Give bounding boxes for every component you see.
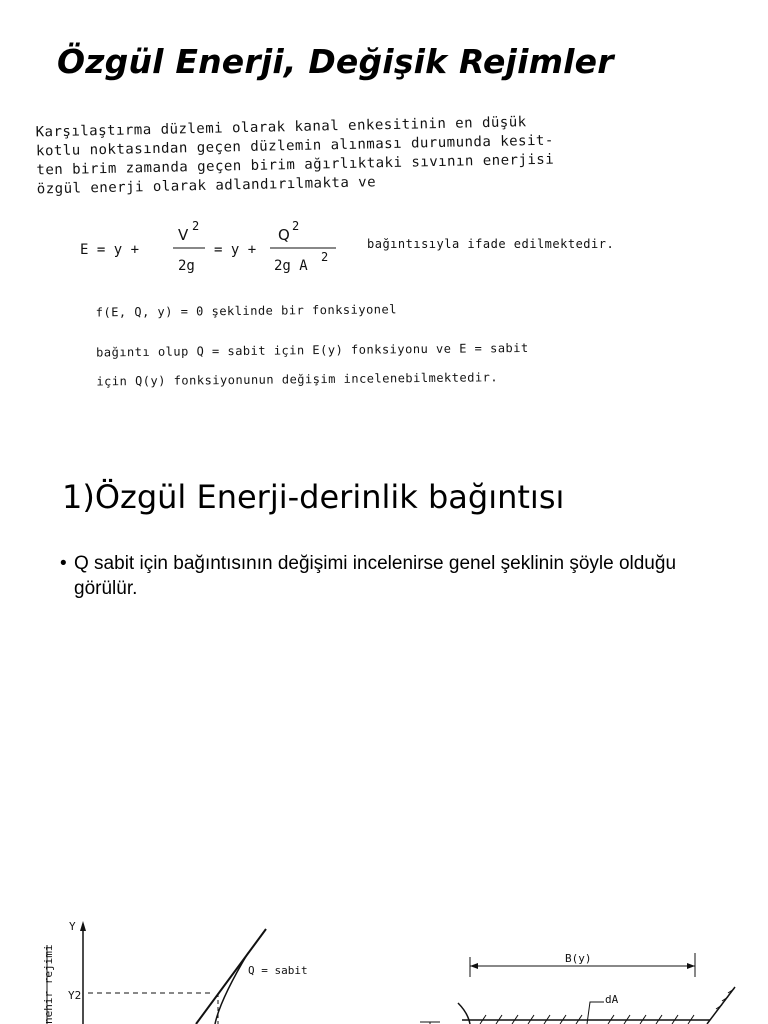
slide-title: Özgül Enerji, Değişik Rejimler (57, 42, 614, 81)
svg-text:2g A: 2g A (274, 258, 308, 274)
svg-text:= y +: = y + (214, 242, 257, 258)
da-label: dA (605, 993, 619, 1006)
channel-cross-section (420, 952, 735, 1024)
svg-text:2: 2 (192, 219, 200, 233)
scan-para-line-2: bağıntı olup Q = sabit için E(y) fonksiyonu ve E = sabit (96, 340, 529, 360)
y-axis-label: Y (69, 920, 76, 933)
b-y-label: B(y) (565, 952, 592, 965)
y-axis-arrow-icon (80, 921, 86, 931)
scan-line-3: ten birim zamanda geçen birim ağırlıktaki sıvının enerjisi (36, 151, 555, 179)
rotated-label: nehir rejimi (42, 944, 55, 1024)
scan-line-1: Karşılaştırma düzlemi olarak kanal enkesitinin en düşük (35, 114, 527, 141)
svg-text:Q: Q (278, 226, 290, 244)
specific-energy-plot (42, 920, 308, 1024)
scan-line-2: kotlu noktasından geçen düzlemin alınması durumunda kesit- (35, 132, 554, 160)
y2-label: Y2 (68, 989, 82, 1002)
bullet-item (60, 551, 700, 601)
bullet-text: Q sabit için bağıntısının değişimi incelenirse genel şeklinin şöyle olduğu görülür. (74, 553, 677, 599)
scan-para-line-3: için Q(y) fonksiyonunun değişim incelenebilmektedir. (96, 370, 499, 389)
svg-text:bağıntısıyla ifade edilmektedi: bağıntısıyla ifade edilmektedir. (367, 237, 615, 251)
energy-equation (80, 219, 614, 274)
q-sabit-label: Q = sabit (248, 964, 308, 977)
section-heading: 1)Özgül Enerji-derinlik bağıntısı (62, 478, 565, 516)
svg-text:2: 2 (321, 250, 329, 264)
svg-text:V: V (178, 226, 189, 244)
svg-text:E = y +: E = y + (80, 242, 140, 258)
scanned-figure (0, 905, 768, 1024)
bullet-dot-icon: • (60, 553, 67, 574)
energy-curve (215, 953, 248, 1024)
svg-text:2: 2 (292, 219, 300, 233)
scan-line-4: özgül enerji olarak adlandırılmakta ve (36, 174, 377, 198)
svg-text:2g: 2g (178, 258, 195, 274)
scanned-text-image (30, 100, 750, 400)
scan-para-line-1: f(E, Q, y) = 0 şeklinde bir fonksiyonel (95, 302, 398, 320)
